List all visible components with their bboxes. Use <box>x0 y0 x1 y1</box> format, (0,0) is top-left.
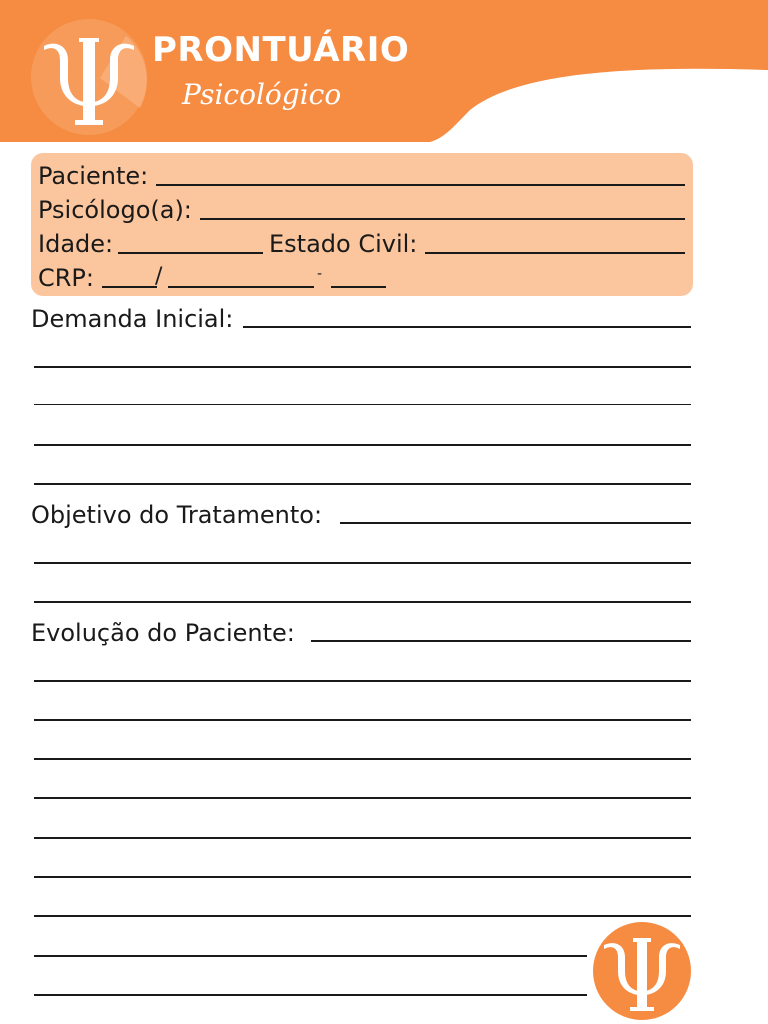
patient-evolution-line[interactable] <box>34 876 691 878</box>
patient-evolution-line[interactable] <box>311 640 691 642</box>
age-field-line[interactable] <box>118 252 263 254</box>
patient-label: Paciente: <box>38 162 149 190</box>
patient-evolution-line[interactable] <box>34 797 691 799</box>
crp-dash: - <box>317 266 323 282</box>
patient-evolution-line[interactable] <box>34 758 691 760</box>
patient-evolution-line[interactable] <box>34 837 691 839</box>
document-title: PRONTUÁRIO <box>152 30 410 70</box>
initial-demand-label: Demanda Inicial: <box>31 305 234 333</box>
initial-demand-line[interactable] <box>243 326 691 328</box>
patient-evolution-line[interactable] <box>34 994 587 996</box>
initial-demand-line[interactable] <box>34 444 691 446</box>
psychologist-field-line[interactable] <box>200 218 685 220</box>
patient-evolution-label: Evolução do Paciente: <box>31 619 295 647</box>
initial-demand-line[interactable] <box>34 404 691 405</box>
patient-evolution-line[interactable] <box>34 719 691 721</box>
psi-icon <box>592 921 692 1021</box>
patient-evolution-line[interactable] <box>34 680 691 682</box>
patient-field-line[interactable] <box>156 184 685 186</box>
document-subtitle: Psicológico <box>182 78 342 111</box>
patient-evolution-line[interactable] <box>34 955 587 957</box>
crp-number-line[interactable] <box>168 286 314 288</box>
treatment-objective-label: Objetivo do Tratamento: <box>31 501 323 529</box>
treatment-objective-line[interactable] <box>34 562 691 564</box>
crp-slash: / <box>155 264 163 289</box>
treatment-objective-line[interactable] <box>34 601 691 603</box>
crp-region-line[interactable] <box>102 286 157 288</box>
crp-label: CRP: <box>38 264 94 292</box>
psychologist-label: Psicólogo(a): <box>38 196 192 224</box>
initial-demand-line[interactable] <box>34 483 691 485</box>
patient-evolution-line[interactable] <box>34 915 691 917</box>
psi-icon <box>30 18 148 136</box>
treatment-objective-line[interactable] <box>340 522 691 524</box>
civil-status-label: Estado Civil: <box>269 230 418 258</box>
civil-status-field-line[interactable] <box>425 252 685 254</box>
age-label: Idade: <box>38 230 114 258</box>
crp-digit-line[interactable] <box>331 286 386 288</box>
initial-demand-line[interactable] <box>34 366 691 368</box>
